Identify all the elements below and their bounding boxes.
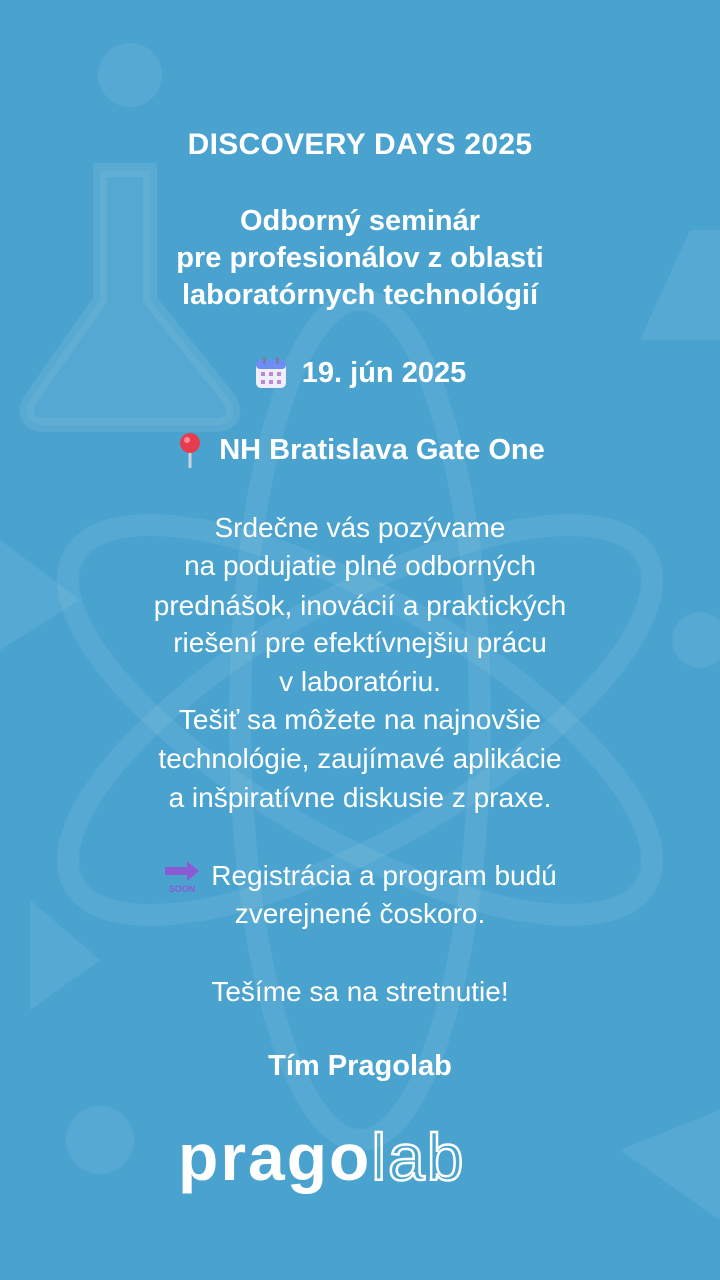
event-venue: NH Bratislava Gate One xyxy=(219,433,545,466)
logo-text xyxy=(178,1128,465,1194)
subtitle-line-2: pre profesionálov z oblasti xyxy=(176,242,544,274)
invitation-line-8: a inšpiratívne diskusie z praxe. xyxy=(168,782,552,813)
subtitle-line-3: laboratórnych technológií xyxy=(181,279,539,311)
invitation-line-4: riešení pre efektívnejšiu prácu xyxy=(173,627,547,658)
invitation-line-7: technológie, zaujímavé aplikácie xyxy=(158,743,562,774)
subtitle-line-1: Odborný seminár xyxy=(239,205,481,237)
registration-line-2: zverejnené čoskoro. xyxy=(234,898,486,929)
event-date: 19. jún 2025 xyxy=(301,356,467,389)
invitation-line-2: na podujatie plné odborných xyxy=(184,550,536,581)
logo-text-outline: lab xyxy=(371,1128,466,1194)
invitation-line-1: Srdečne vás pozývame xyxy=(214,512,506,543)
event-venue-row xyxy=(0,432,720,473)
soon-badge: SOON xyxy=(168,884,196,894)
invitation-line-5: v laboratóriu. xyxy=(279,666,441,697)
calendar-icon xyxy=(254,356,288,390)
invitation-line-3: prednášok, inovácií a praktických xyxy=(153,590,567,621)
invitation-line-6: Tešiť sa môžete na najnovšie xyxy=(178,704,542,735)
logo-text-bold: prago xyxy=(178,1128,372,1194)
signature: Tím Pragolab xyxy=(268,1050,452,1082)
pragolab-logo xyxy=(178,1128,542,1200)
registration-row xyxy=(0,858,720,899)
soon-arrow-icon xyxy=(163,858,201,894)
registration-line-1: Registrácia a program budú xyxy=(211,860,557,891)
closing-text: Tešíme sa na stretnutie! xyxy=(211,976,509,1007)
pin-icon xyxy=(175,432,205,468)
event-title: DISCOVERY DAYS 2025 xyxy=(187,128,533,161)
event-date-row xyxy=(0,356,720,395)
